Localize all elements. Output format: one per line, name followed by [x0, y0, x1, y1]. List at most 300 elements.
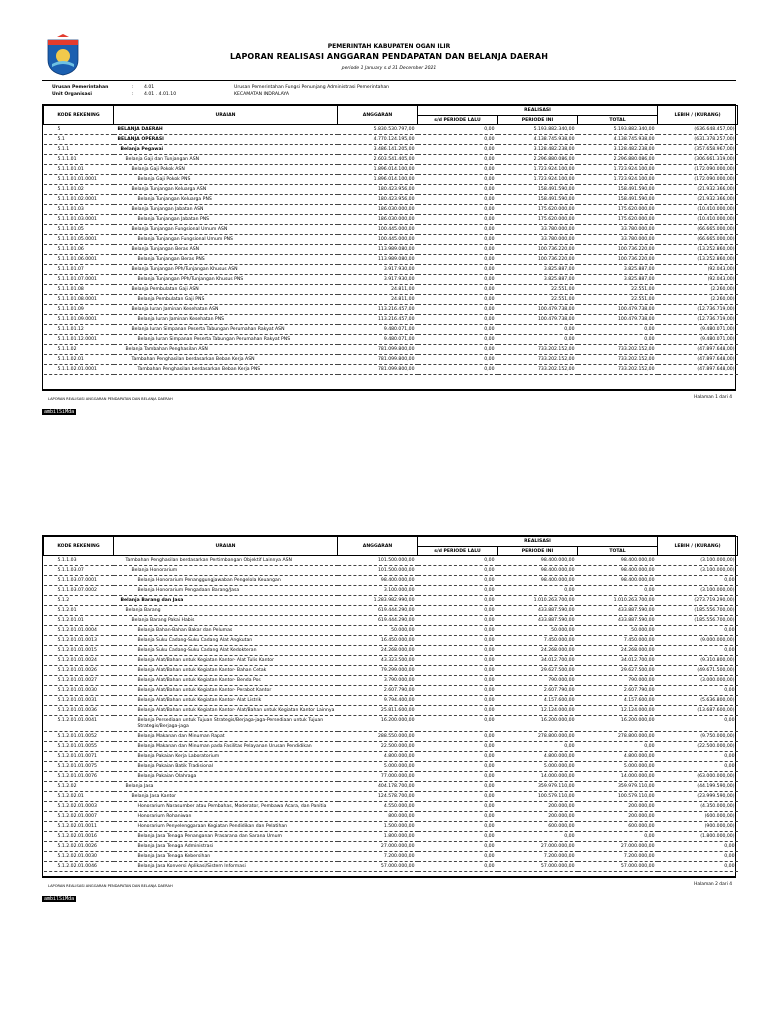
cell-lebih: (5.636.800,00)	[658, 696, 738, 706]
col-total: TOTAL	[578, 547, 658, 556]
table-row	[44, 175, 738, 185]
cell-lalu: 0,00	[418, 175, 498, 185]
col-total: TOTAL	[578, 116, 658, 125]
cell-lebih: (21.932.366,00)	[658, 195, 738, 205]
cell-kode: 5.1.1.01.03	[44, 205, 114, 215]
table-row	[44, 285, 738, 295]
cell-total: 733.202.152,00	[578, 365, 658, 375]
report-footer-2	[42, 877, 736, 902]
cell-lebih: (185.556.700,00)	[658, 606, 738, 616]
code-unit: 4.01 . 4.01.10	[144, 92, 177, 97]
cell-total: 3.825.887,00	[578, 265, 658, 275]
cell-kode: 5.1.2.01.01	[44, 616, 114, 626]
cell-kode: 5.1.1.02	[44, 345, 114, 355]
cell-uraian: Belanja Iuran Simpanan Peserta Tabungan Perumahan Rakyat ASN	[114, 325, 338, 335]
cell-kode: 5.1.2.01.01.0041	[44, 716, 114, 732]
cell-anggaran: 1.896.014.100,00	[338, 165, 418, 175]
cell-lebih: 0,00	[658, 842, 738, 852]
cell-lalu: 0,00	[418, 656, 498, 666]
cell-uraian: BELANJA OPERASI	[114, 135, 338, 145]
cell-total: 0,00	[578, 335, 658, 345]
col-kode: KODE REKENING	[44, 106, 114, 125]
cell-uraian: Tambahan Penghasilan berdasarkan Beban Kerja ASN	[114, 355, 338, 365]
realisasi-table-2	[43, 536, 738, 872]
cell-lebih: 0,00	[658, 576, 738, 586]
cell-ini: 200.000,00	[498, 812, 578, 822]
cell-anggaran: 113.216.457,00	[338, 305, 418, 315]
simda-stamp: ambilSiMda	[44, 409, 75, 415]
table-row	[44, 686, 738, 696]
cell-kode: 5.1.2	[44, 596, 114, 606]
cell-total: 4.138.745.938,00	[578, 135, 658, 145]
table-row	[44, 235, 738, 245]
cell-uraian: Belanja Jasa Tenaga Administrasi	[114, 842, 338, 852]
cell-uraian: Honorarium Rohaniwan	[114, 812, 338, 822]
table-row	[44, 566, 738, 576]
cell-kode: 5.1.2.01.01.0030	[44, 686, 114, 696]
cell-lalu: 0,00	[418, 782, 498, 792]
cell-lebih: (92.043,00)	[658, 265, 738, 275]
cell-total: 50.000,00	[578, 626, 658, 636]
cell-uraian: Belanja Iuran Jaminan Kesehatan ASN	[114, 305, 338, 315]
cell-ini: 27.000.000,00	[498, 842, 578, 852]
col-uraian: URAIAN	[114, 106, 338, 125]
cell-uraian: Belanja Honorarium	[114, 566, 338, 576]
cell-anggaran: 5.830.530.797,00	[338, 125, 418, 135]
cell-lebih: (3.100.000,00)	[658, 586, 738, 596]
cell-kode: 5.1.2.02.01.0026	[44, 842, 114, 852]
cell-kode: 5.1.1.01.06.0001	[44, 255, 114, 265]
table-row	[44, 792, 738, 802]
cell-lalu: 0,00	[418, 155, 498, 165]
cell-ini: 22.551,00	[498, 285, 578, 295]
cell-uraian: Honorarium Penyelenggaraan Kegiatan Pendidikan dan Pelatihan	[114, 822, 338, 832]
table-row	[44, 732, 738, 742]
footer-page-number: Halaman 2 dari 4	[694, 882, 732, 887]
cell-lalu: 0,00	[418, 862, 498, 872]
table-row	[44, 832, 738, 842]
cell-total: 34.012.700,00	[578, 656, 658, 666]
cell-lalu: 0,00	[418, 832, 498, 842]
cell-total: 7.200.000,00	[578, 852, 658, 862]
cell-ini: 100.736.220,00	[498, 255, 578, 265]
table-row	[44, 626, 738, 636]
cell-lalu: 0,00	[418, 185, 498, 195]
cell-lebih: (13.252.860,00)	[658, 245, 738, 255]
cell-uraian: Belanja Barang Pakai Habis	[114, 616, 338, 626]
cell-lebih: (3.000.000,00)	[658, 676, 738, 686]
cell-lebih: (47.897.648,00)	[658, 355, 738, 365]
cell-lalu: 0,00	[418, 245, 498, 255]
cell-uraian: Belanja Pakaian Olahraga	[114, 772, 338, 782]
cell-ini: 100.479.738,00	[498, 315, 578, 325]
cell-uraian: Belanja Makanan dan Minuman Rapat	[114, 732, 338, 742]
cell-lebih: 0,00	[658, 626, 738, 636]
cell-lebih: 0,00	[658, 762, 738, 772]
table-row	[44, 145, 738, 155]
cell-lalu: 0,00	[418, 742, 498, 752]
cell-total: 2.607.790,00	[578, 686, 658, 696]
cell-kode: 5.1.2.02.01.0011	[44, 822, 114, 832]
table-row	[44, 576, 738, 586]
cell-ini: 733.202.152,00	[498, 365, 578, 375]
cell-kode: 5.1.1.01.03.0001	[44, 215, 114, 225]
cell-lebih: (13.252.860,00)	[658, 255, 738, 265]
cell-lebih: (900.000,00)	[658, 822, 738, 832]
cell-lalu: 0,00	[418, 285, 498, 295]
cell-kode: 5.1.2.02.01.0046	[44, 862, 114, 872]
cell-lalu: 0,00	[418, 596, 498, 606]
cell-total: 2.296.880.086,00	[578, 155, 658, 165]
cell-lebih: (306.661.319,00)	[658, 155, 738, 165]
cell-anggaran: 619.444.290,00	[338, 606, 418, 616]
table-row	[44, 646, 738, 656]
cell-anggaran: 50.000,00	[338, 626, 418, 636]
cell-total: 175.620.000,00	[578, 205, 658, 215]
cell-lebih: (636.648.457,00)	[658, 125, 738, 135]
cell-kode: 5.1.1.03.07.0001	[44, 576, 114, 586]
cell-anggaran: 3.486.141.205,00	[338, 145, 418, 155]
cell-kode: 5	[44, 125, 114, 135]
cell-lebih: 0,00	[658, 646, 738, 656]
cell-lalu: 0,00	[418, 325, 498, 335]
col-anggaran: ANGGARAN	[338, 537, 418, 556]
cell-anggaran: 1.283.982.990,00	[338, 596, 418, 606]
table-row	[44, 596, 738, 606]
cell-lebih: (273.719.290,00)	[658, 596, 738, 606]
cell-anggaran: 1.500.000,00	[338, 822, 418, 832]
cell-ini: 22.551,00	[498, 295, 578, 305]
cell-lalu: 0,00	[418, 636, 498, 646]
cell-kode: 5.1.2.01.01.0055	[44, 742, 114, 752]
table-row	[44, 656, 738, 666]
footer-report-name: LAPORAN REALISASI ANGGARAN PENDAPATAN DAN BELANJA DAERAH	[48, 884, 173, 888]
cell-total: 16.200.000,00	[578, 716, 658, 732]
cell-lalu: 0,00	[418, 586, 498, 596]
table-row	[44, 782, 738, 792]
cell-ini: 0,00	[498, 832, 578, 842]
cell-kode: 5.1.1.01.09	[44, 305, 114, 315]
cell-ini: 0,00	[498, 742, 578, 752]
name-unit: KECAMATAN INDRALAYA	[234, 92, 290, 97]
table-row	[44, 155, 738, 165]
report-period: periode 1 January s.d 31 December 2021	[341, 66, 437, 71]
cell-kode: 5.1.1.01.07	[44, 265, 114, 275]
cell-ini: 4.800.000,00	[498, 752, 578, 762]
cell-anggaran: 77.000.000,00	[338, 772, 418, 782]
cell-kode: 5.1.2.02.01.0030	[44, 852, 114, 862]
cell-anggaran: 113.989.080,00	[338, 255, 418, 265]
government-name: PEMERINTAH KABUPATEN OGAN ILIR	[327, 43, 451, 50]
cell-kode: 5.1.1.01.02.0001	[44, 195, 114, 205]
label-unit: Unit Organisasi	[52, 92, 92, 97]
cell-uraian: Tambahan Penghasilan berdasarkan Beban Kerja PNS	[114, 365, 338, 375]
report-page-1	[42, 30, 736, 415]
cell-lebih: (66.665.000,00)	[658, 235, 738, 245]
cell-uraian: Belanja Pakaian Batik Tradisional	[114, 762, 338, 772]
report-title: LAPORAN REALISASI ANGGARAN PENDAPATAN DAN BELANJA DAERAH	[229, 52, 548, 61]
cell-anggaran: 3.917.930,00	[338, 265, 418, 275]
cell-total: 158.491.590,00	[578, 185, 658, 195]
table-row	[44, 696, 738, 706]
cell-anggaran: 2.603.541.405,00	[338, 155, 418, 165]
cell-total: 1.723.924.100,00	[578, 175, 658, 185]
cell-lebih: (10.410.000,00)	[658, 205, 738, 215]
cell-uraian: Belanja Honorarium Penanggungjawaban Pengelola Keuangan	[114, 576, 338, 586]
cell-ini: 3.825.887,00	[498, 265, 578, 275]
cell-uraian: Belanja Tunjangan PPh/Tunjangan Khusus ASN	[114, 265, 338, 275]
cell-anggaran: 113.989.080,00	[338, 245, 418, 255]
table-row	[44, 365, 738, 375]
cell-total: 12.124.000,00	[578, 706, 658, 716]
cell-total: 100.736.220,00	[578, 245, 658, 255]
cell-total: 175.620.000,00	[578, 215, 658, 225]
cell-anggaran: 27.000.000,00	[338, 842, 418, 852]
cell-ini: 98.400.000,00	[498, 556, 578, 566]
cell-total: 33.780.000,00	[578, 225, 658, 235]
cell-kode: 5.1.1.03.07	[44, 566, 114, 576]
cell-kode: 5.1.1.01.01.0001	[44, 175, 114, 185]
cell-ini: 7.450.000,00	[498, 636, 578, 646]
cell-anggaran: 24.811,00	[338, 285, 418, 295]
cell-lalu: 0,00	[418, 772, 498, 782]
cell-ini: 34.012.700,00	[498, 656, 578, 666]
cell-lalu: 0,00	[418, 696, 498, 706]
table-row	[44, 676, 738, 686]
cell-ini: 100.736.220,00	[498, 245, 578, 255]
table-row	[44, 842, 738, 852]
table-row	[44, 305, 738, 315]
label-urusan: Urusan Pemerintahan	[52, 85, 109, 90]
cell-kode: 5.1.1.01.06	[44, 245, 114, 255]
cell-kode: 5.1	[44, 135, 114, 145]
cell-ini: 4.157.600,00	[498, 696, 578, 706]
cell-kode: 5.1.1.03.07.0002	[44, 586, 114, 596]
cell-anggaran: 288.550.000,00	[338, 732, 418, 742]
cell-ini: 24.268.000,00	[498, 646, 578, 656]
report-footer-1	[42, 390, 736, 415]
cell-ini: 3.825.887,00	[498, 275, 578, 285]
table-row	[44, 355, 738, 365]
cell-lalu: 0,00	[418, 752, 498, 762]
table-row	[44, 265, 738, 275]
cell-lebih: 0,00	[658, 862, 738, 872]
cell-anggaran: 5.000.000,00	[338, 762, 418, 772]
cell-lalu: 0,00	[418, 215, 498, 225]
cell-anggaran: 24.811,00	[338, 295, 418, 305]
cell-ini: 33.780.000,00	[498, 235, 578, 245]
cell-total: 433.887.590,00	[578, 616, 658, 626]
cell-lalu: 0,00	[418, 626, 498, 636]
cell-lebih: (3.100.000,00)	[658, 556, 738, 566]
cell-lebih: (2.260,00)	[658, 295, 738, 305]
simda-stamp: ambilSiMda	[44, 896, 75, 902]
cell-total: 4.157.600,00	[578, 696, 658, 706]
cell-anggaran: 3.100.000,00	[338, 586, 418, 596]
col-realisasi: REALISASI	[418, 537, 658, 547]
cell-anggaran: 16.450.000,00	[338, 636, 418, 646]
cell-lalu: 0,00	[418, 842, 498, 852]
table-row	[44, 762, 738, 772]
table-row	[44, 195, 738, 205]
cell-lalu: 0,00	[418, 606, 498, 616]
cell-total: 0,00	[578, 832, 658, 842]
footer-page-number: Halaman 1 dari 4	[694, 395, 732, 400]
table-row	[44, 666, 738, 676]
cell-lebih: (357.658.967,00)	[658, 145, 738, 155]
cell-total: 1.010.263.700,00	[578, 596, 658, 606]
cell-kode: 5.1.2.02.01.0016	[44, 832, 114, 842]
cell-ini: 5.193.882.340,00	[498, 125, 578, 135]
cell-lebih: (22.500.000,00)	[658, 742, 738, 752]
col-uraian: URAIAN	[114, 537, 338, 556]
cell-lalu: 0,00	[418, 732, 498, 742]
cell-lebih: (4.350.000,00)	[658, 802, 738, 812]
cell-lebih: (13.687.600,00)	[658, 706, 738, 716]
cell-lalu: 0,00	[418, 315, 498, 325]
cell-total: 790.000,00	[578, 676, 658, 686]
cell-anggaran: 24.268.000,00	[338, 646, 418, 656]
cell-anggaran: 7.200.000,00	[338, 852, 418, 862]
table-row	[44, 325, 738, 335]
cell-lebih: 0,00	[658, 852, 738, 862]
cell-kode: 5.1.2.01.01.0004	[44, 626, 114, 636]
cell-total: 22.551,00	[578, 285, 658, 295]
cell-lalu: 0,00	[418, 275, 498, 285]
table-row	[44, 215, 738, 225]
cell-kode: 5.1.1.01.12	[44, 325, 114, 335]
cell-lebih: 0,00	[658, 716, 738, 732]
table-row	[44, 862, 738, 872]
cell-total: 4.800.000,00	[578, 752, 658, 762]
table-row	[44, 742, 738, 752]
table-row	[44, 125, 738, 135]
cell-total: 100.479.738,00	[578, 315, 658, 325]
cell-lalu: 0,00	[418, 566, 498, 576]
cell-anggaran: 1.896.014.100,00	[338, 175, 418, 185]
cell-total: 27.000.000,00	[578, 842, 658, 852]
cell-uraian: Belanja Tunjangan Keluarga ASN	[114, 185, 338, 195]
cell-kode: 5.1.2.01.01.0026	[44, 666, 114, 676]
cell-kode: 5.1.1	[44, 145, 114, 155]
cell-anggaran: 79.299.000,00	[338, 666, 418, 676]
cell-kode: 5.1.1.01	[44, 155, 114, 165]
cell-anggaran: 4.770.124.195,00	[338, 135, 418, 145]
cell-total: 5.000.000,00	[578, 762, 658, 772]
cell-uraian: Tambahan Penghasilan berdasarkan Pertimbangan Objektif Lainnya ASN	[114, 556, 338, 566]
cell-lebih: 0,00	[658, 686, 738, 696]
cell-total: 98.400.000,00	[578, 576, 658, 586]
cell-uraian: Belanja Makanan dan Minuman pada Fasilitas Pelayanan Urusan Pendidikan	[114, 742, 338, 752]
cell-total: 0,00	[578, 325, 658, 335]
cell-uraian: Belanja Tunjangan Jabatan ASN	[114, 205, 338, 215]
cell-anggaran: 186.030.000,00	[338, 215, 418, 225]
cell-uraian: Belanja Tunjangan Keluarga PNS	[114, 195, 338, 205]
cell-lebih: (12.736.719,00)	[658, 315, 738, 325]
cell-kode: 5.1.1.01.08.0001	[44, 295, 114, 305]
table-row	[44, 606, 738, 616]
col-lalu: s/d PERIODE LALU	[418, 547, 498, 556]
cell-ini: 1.723.924.100,00	[498, 175, 578, 185]
cell-uraian: Belanja Pegawai	[114, 145, 338, 155]
cell-anggaran: 100.445.000,00	[338, 225, 418, 235]
cell-uraian: Belanja Tunjangan Fungsional Umum PNS	[114, 235, 338, 245]
cell-ini: 98.400.000,00	[498, 576, 578, 586]
cell-kode: 5.1.2.02.01.0003	[44, 802, 114, 812]
cell-uraian: Belanja Barang	[114, 606, 338, 616]
cell-anggaran: 16.200.000,00	[338, 716, 418, 732]
table-row	[44, 852, 738, 862]
cell-uraian: Belanja Tunjangan PPh/Tunjangan Khusus PNS	[114, 275, 338, 285]
cell-ini: 733.202.152,00	[498, 355, 578, 365]
cell-total: 14.000.000,00	[578, 772, 658, 782]
cell-total: 5.193.882.340,00	[578, 125, 658, 135]
table-row	[44, 556, 738, 566]
cell-lebih: (21.932.366,00)	[658, 185, 738, 195]
cell-lebih: (9.310.800,00)	[658, 656, 738, 666]
cell-uraian: Belanja Pakaian Kerja Laboratorium	[114, 752, 338, 762]
cell-lebih: (172.090.000,00)	[658, 175, 738, 185]
cell-ini: 100.479.738,00	[498, 305, 578, 315]
cell-ini: 359.979.110,00	[498, 782, 578, 792]
cell-lebih: (47.897.648,00)	[658, 345, 738, 355]
cell-total: 33.780.000,00	[578, 235, 658, 245]
cell-uraian: BELANJA DAERAH	[114, 125, 338, 135]
name-urusan: Urusan Pemerintahan Fungsi Penunjang Administrasi Pemerintahan	[234, 85, 390, 90]
cell-lalu: 0,00	[418, 335, 498, 345]
cell-uraian: Belanja Alat/Bahan untuk Kegiatan Kantor- Perabot Kantor	[114, 686, 338, 696]
cell-kode: 5.1.1.02.01	[44, 355, 114, 365]
cell-kode: 5.1.1.01.08	[44, 285, 114, 295]
cell-uraian: Belanja Jasa Kantor	[114, 792, 338, 802]
cell-uraian: Belanja Alat/Bahan untuk Kegiatan Kantor- Bahan Cetak	[114, 666, 338, 676]
cell-anggaran: 43.323.500,00	[338, 656, 418, 666]
cell-lalu: 0,00	[418, 822, 498, 832]
table-row	[44, 165, 738, 175]
cell-uraian: Belanja Alat/Bahan untuk Kegiatan Kantor- Alat Listrik	[114, 696, 338, 706]
cell-uraian: Belanja Tunjangan Beras PNS	[114, 255, 338, 265]
cell-uraian: Belanja Iuran Simpanan Peserta Tabungan Perumahan Rakyat PNS	[114, 335, 338, 345]
cell-anggaran: 22.500.000,00	[338, 742, 418, 752]
cell-anggaran: 619.444.290,00	[338, 616, 418, 626]
cell-lebih: (9.480.071,00)	[658, 325, 738, 335]
cell-anggaran: 9.794.400,00	[338, 696, 418, 706]
cell-lebih: (2.260,00)	[658, 285, 738, 295]
table-row	[44, 135, 738, 145]
cell-kode: 5.1.2.01.01.0052	[44, 732, 114, 742]
cell-anggaran: 57.000.000,00	[338, 862, 418, 872]
cell-total: 200.000,00	[578, 812, 658, 822]
cell-lalu: 0,00	[418, 135, 498, 145]
table-row	[44, 772, 738, 782]
cell-anggaran: 781.099.800,00	[338, 345, 418, 355]
col-lebih: LEBIH / (KURANG)	[658, 537, 738, 556]
report-header	[42, 30, 736, 80]
cell-anggaran: 101.500.000,00	[338, 566, 418, 576]
cell-total: 278.800.000,00	[578, 732, 658, 742]
cell-kode: 5.1.1.01.05.0001	[44, 235, 114, 245]
cell-lalu: 0,00	[418, 666, 498, 676]
table-row	[44, 335, 738, 345]
col-lebih: LEBIH / (KURANG)	[658, 106, 738, 125]
cell-ini: 200.000,00	[498, 802, 578, 812]
cell-lalu: 0,00	[418, 205, 498, 215]
cell-anggaran: 9.480.071,00	[338, 325, 418, 335]
cell-anggaran: 781.099.800,00	[338, 365, 418, 375]
cell-total: 24.268.000,00	[578, 646, 658, 656]
cell-lalu: 0,00	[418, 716, 498, 732]
cell-lalu: 0,00	[418, 145, 498, 155]
